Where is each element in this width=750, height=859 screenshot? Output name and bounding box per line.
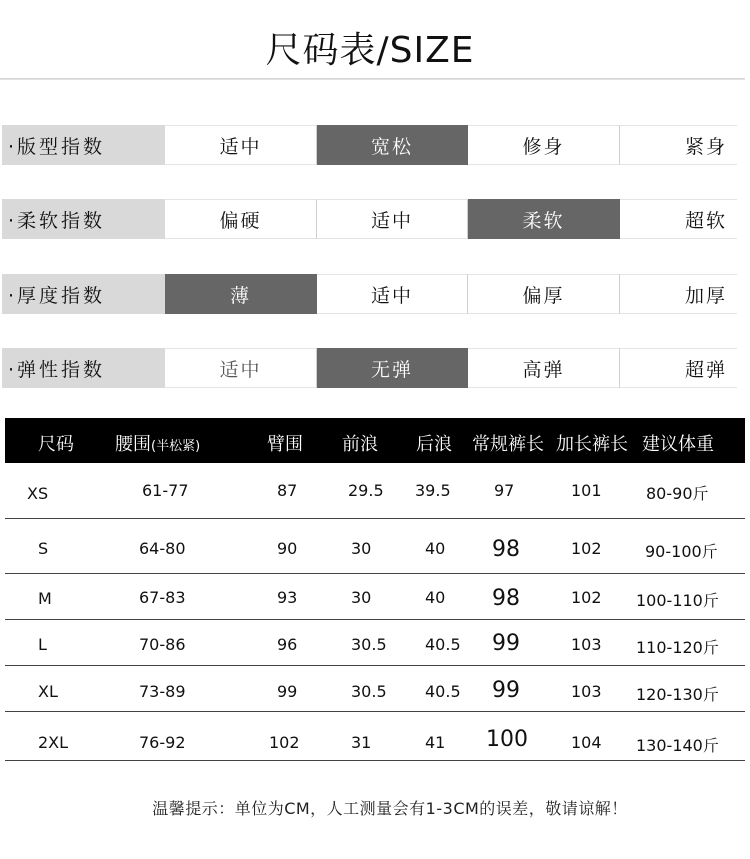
cell-size: 2XL [38,733,69,752]
cell-front-rise: 31 [351,733,372,752]
fit-option-3: 修身 [468,125,620,165]
cell-regular-length: 100 [486,727,528,752]
header-weight: 建议体重 [642,434,714,455]
cell-size: XL [38,682,58,701]
cell-weight: 110-120斤 [636,638,719,657]
cell-arm: 90 [277,539,298,558]
softness-option-1: 偏硬 [165,199,317,239]
cell-weight: 90-100斤 [645,542,718,561]
cell-regular-length: 98 [492,537,520,562]
cell-front-rise: 29.5 [348,481,384,500]
fit-option-4: 紧身 [620,125,737,165]
elasticity-index-label: ·弹性指数 [2,348,165,388]
cell-arm: 87 [277,481,298,500]
cell-regular-length: 99 [492,631,520,656]
softness-option-2: 适中 [317,199,468,239]
cell-regular-length: 99 [492,678,520,703]
header-waist-note: (半松紧) [151,439,201,454]
cell-back-rise: 39.5 [415,481,451,500]
cell-waist: 76-92 [139,733,186,752]
cell-waist: 64-80 [139,539,186,558]
table-row [5,470,745,519]
cell-back-rise: 41 [425,733,446,752]
table-row [5,574,745,620]
cell-back-rise: 40.5 [425,635,461,654]
fit-option-1: 适中 [165,125,317,165]
cell-size: S [38,539,49,558]
elasticity-option-3: 高弹 [468,348,620,388]
thickness-option-2: 适中 [317,274,468,314]
cell-long-length: 103 [571,635,602,654]
cell-arm: 99 [277,682,298,701]
cell-long-length: 102 [571,539,602,558]
header-regular-length: 常规裤长 [472,434,544,455]
table-row [5,666,745,712]
table-row [5,712,745,761]
thickness-index-label: ·厚度指数 [2,274,165,314]
cell-waist: 61-77 [142,481,189,500]
cell-front-rise: 30 [351,588,372,607]
elasticity-option-2: 无弹 [317,348,468,388]
thickness-option-1: 薄 [165,274,317,314]
header-front-rise: 前浪 [342,434,378,455]
header-long-length: 加长裤长 [556,434,628,455]
cell-arm: 96 [277,635,298,654]
cell-back-rise: 40.5 [425,682,461,701]
cell-waist: 70-86 [139,635,186,654]
table-row [5,620,745,666]
fit-index-row [2,125,737,165]
cell-size: M [38,589,52,608]
softness-index-label: ·柔软指数 [2,199,165,239]
table-row [5,519,745,574]
cell-front-rise: 30.5 [351,635,387,654]
cell-front-rise: 30.5 [351,682,387,701]
thickness-option-3: 偏厚 [468,274,620,314]
softness-option-3: 柔软 [468,199,620,239]
header-waist: 腰围(半松紧) [115,434,201,455]
cell-weight: 100-110斤 [636,591,719,610]
cell-regular-length: 97 [494,481,515,500]
cell-arm: 102 [269,733,300,752]
thickness-option-4: 加厚 [620,274,737,314]
cell-front-rise: 30 [351,539,372,558]
cell-back-rise: 40 [425,588,446,607]
fit-option-2: 宽松 [317,125,468,165]
cell-weight: 130-140斤 [636,736,719,755]
title-divider [0,78,745,80]
thickness-index-row [2,274,737,314]
cell-long-length: 102 [571,588,602,607]
header-arm: 臂围 [267,434,303,455]
cell-waist: 67-83 [139,588,186,607]
cell-long-length: 101 [571,481,602,500]
softness-option-4: 超软 [620,199,737,239]
elasticity-index-row [2,348,737,388]
cell-size: XS [27,484,49,503]
cell-regular-length: 98 [492,586,520,611]
fit-index-label: ·版型指数 [2,125,165,165]
header-size: 尺码 [38,434,74,455]
header-back-rise: 后浪 [416,434,452,455]
page-title: 尺码表/SIZE [265,30,475,71]
cell-waist: 73-89 [139,682,186,701]
cell-long-length: 103 [571,682,602,701]
size-table-header [5,418,745,463]
cell-arm: 93 [277,588,298,607]
measurement-tip: 温馨提示：单位为CM，人工测量会有1-3CM的误差，敬请谅解！ [152,799,628,818]
cell-back-rise: 40 [425,539,446,558]
cell-weight: 120-130斤 [636,685,719,704]
elasticity-option-1: 适中 [165,348,317,388]
elasticity-option-4: 超弹 [620,348,737,388]
cell-size: L [38,635,47,654]
cell-weight: 80-90斤 [646,484,709,503]
cell-long-length: 104 [571,733,602,752]
softness-index-row [2,199,737,239]
